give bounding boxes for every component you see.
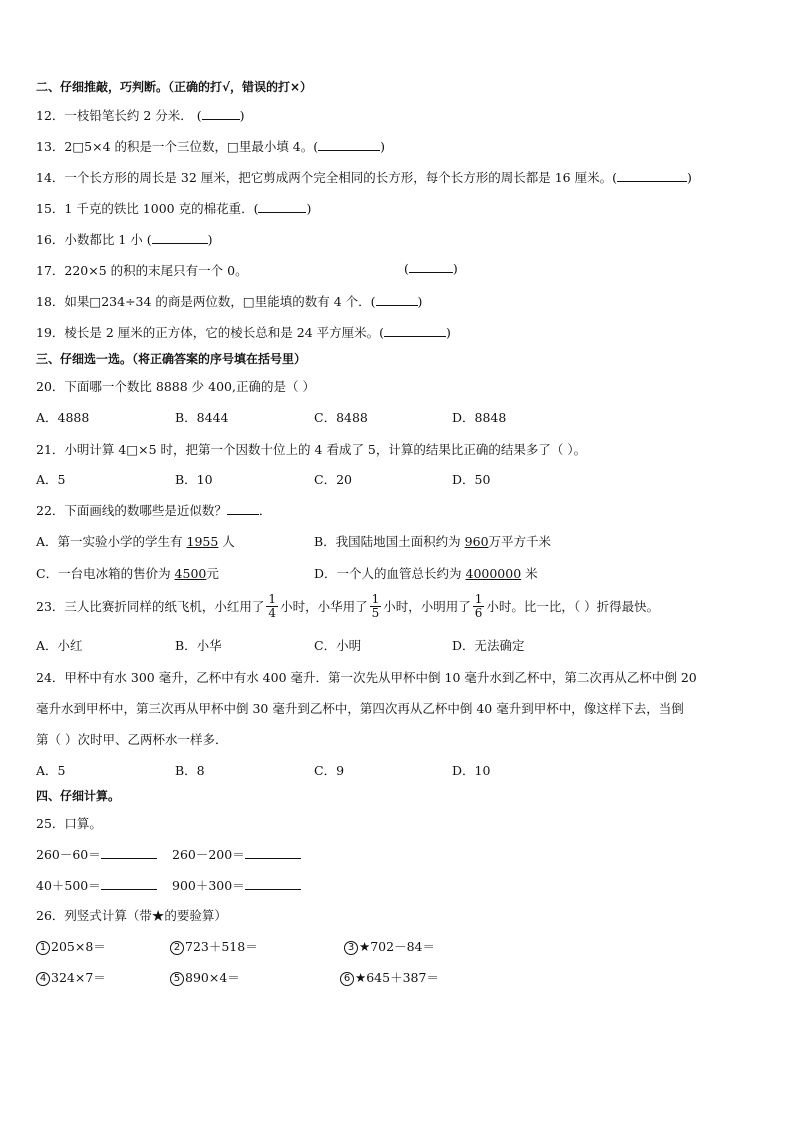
circled-number: 4: [36, 972, 50, 986]
calc-expression: 324×7＝: [51, 970, 106, 985]
q21-option-b[interactable]: B．10: [175, 472, 213, 487]
option-text: D．一个人的血管总长约为: [314, 566, 466, 581]
underlined-number: 4000000: [465, 566, 522, 581]
close-paren: ): [687, 170, 692, 185]
close-paren: ): [239, 108, 245, 123]
answer-blank[interactable]: [258, 201, 306, 213]
close-paren: ): [306, 201, 312, 216]
mental-calc-3: [36, 876, 157, 894]
question-21: 21．小明计算 4□×5 时，把第一个因数十位上的 4 看成了 5，计算的结果比正确的结果多了（ ）。: [36, 442, 587, 457]
answer-blank[interactable]: [152, 232, 208, 244]
numerator: 1: [474, 591, 483, 606]
option-text: 万平方千米: [488, 534, 552, 549]
answer-blank[interactable]: [101, 878, 157, 890]
mental-calc-1: [36, 845, 157, 863]
section-4-title: 四、仔细计算。: [36, 789, 121, 803]
question-18-text: 18．如果□234÷34 的商是两位数，□里能填的数有 4 个．(: [36, 294, 376, 309]
question-23-text: 23．三人比赛折同样的纸飞机，小红用了: [36, 599, 265, 614]
q20-option-d[interactable]: D．8848: [452, 410, 507, 425]
underlined-number: 960: [464, 534, 489, 549]
answer-blank[interactable]: [384, 325, 446, 337]
circled-number: 6: [340, 972, 354, 986]
question-17: [36, 261, 248, 279]
question-26: 26．列竖式计算（带★的要验算）: [36, 908, 227, 923]
question-15: [36, 199, 311, 217]
option-text: 元: [206, 566, 219, 581]
q21-option-d[interactable]: D．50: [452, 472, 491, 487]
section-2-title: 二、仔细推敲，巧判断。（正确的打√，错误的打×）: [36, 80, 313, 94]
answer-blank[interactable]: [376, 294, 418, 306]
option-text: B．我国陆地国土面积约为: [314, 534, 465, 549]
question-23: [36, 588, 659, 624]
q24-option-c[interactable]: C．9: [314, 763, 345, 778]
vertical-calc-3: [344, 937, 435, 955]
question-17-answer: ( ): [404, 261, 458, 276]
close-paren: ): [380, 139, 386, 154]
denominator: 6: [474, 605, 483, 620]
question-19: [36, 323, 451, 341]
question-13-text: 13．2□5×4 的积是一个三位数，□里最小填 4。(: [36, 139, 319, 154]
vertical-calc-5: [170, 968, 240, 986]
question-14: [36, 168, 692, 186]
answer-blank[interactable]: [409, 261, 453, 273]
close-paren: ): [417, 294, 423, 309]
answer-blank[interactable]: [202, 108, 240, 120]
vertical-calc-4: [36, 968, 106, 986]
calc-expression: 900＋300＝: [172, 878, 245, 893]
circled-number: 1: [36, 941, 50, 955]
question-14-text: 14．一个长方形的周长是 32 厘米，把它剪成两个完全相同的长方形，每个长方形的周长都是 16 厘米。(: [36, 170, 617, 185]
question-24-line-1: 24．甲杯中有水 300 毫升，乙杯中有水 400 毫升．第一次先从甲杯中倒 10 毫升水到乙杯中，第二次再从乙杯中倒 20: [36, 670, 697, 685]
q20-option-c[interactable]: C．8488: [314, 410, 368, 425]
vertical-calc-6: [340, 968, 439, 986]
question-23-text: 小时，小明用了: [383, 599, 471, 614]
numerator: 1: [371, 591, 380, 606]
question-22-text: 22．下面画线的数哪些是近似数？: [36, 503, 227, 518]
calc-expression: ★645＋387＝: [355, 970, 439, 985]
q24-option-d[interactable]: D．10: [452, 763, 491, 778]
q23-option-c[interactable]: C．小明: [314, 638, 362, 653]
question-22: [36, 501, 271, 519]
question-16-text: 16．小数都比 1 小 (: [36, 232, 152, 247]
question-15-text: 15．1 千克的铁比 1000 克的棉花重．(: [36, 201, 259, 216]
option-text: 人: [218, 534, 235, 549]
calc-expression: 40＋500＝: [36, 878, 101, 893]
q24-option-a[interactable]: A．5: [36, 763, 66, 778]
q21-option-c[interactable]: C．20: [314, 472, 352, 487]
fraction-one-quarter: [266, 593, 278, 620]
circled-number: 3: [344, 941, 358, 955]
question-13: [36, 137, 385, 155]
underlined-number: 4500: [174, 566, 207, 581]
calc-expression: 260－60＝: [36, 847, 101, 862]
numerator: 1: [268, 591, 277, 606]
q22-option-c[interactable]: [36, 564, 219, 582]
answer-blank[interactable]: [245, 847, 301, 859]
fraction-one-sixth: [473, 593, 485, 620]
period: ．: [258, 503, 272, 518]
calc-expression: ★702－84＝: [359, 939, 435, 954]
vertical-calc-1: [36, 937, 106, 955]
circled-number: 5: [170, 972, 184, 986]
answer-blank[interactable]: [245, 878, 301, 890]
calc-expression: 205×8＝: [51, 939, 106, 954]
question-24-line-2: 毫升水到甲杯中，第三次再从甲杯中倒 30 毫升到乙杯中，第四次再从乙杯中倒 40 毫升到甲杯中，像这样下去，当倒: [36, 701, 684, 716]
question-18: [36, 292, 422, 310]
question-17-text: 17．220×5 的积的末尾只有一个 0。: [36, 263, 248, 278]
answer-blank[interactable]: [617, 170, 687, 182]
mental-calc-2: [172, 845, 301, 863]
q23-option-a[interactable]: A．小红: [36, 638, 83, 653]
q20-option-b[interactable]: B．8444: [175, 410, 229, 425]
answer-blank[interactable]: [101, 847, 157, 859]
q22-option-d[interactable]: [314, 564, 538, 582]
q20-option-a[interactable]: A．4888: [36, 410, 90, 425]
question-16: [36, 230, 213, 248]
question-23-text: 小时，小华用了: [280, 599, 368, 614]
q21-option-a[interactable]: A．5: [36, 472, 66, 487]
vertical-calc-2: [170, 937, 258, 955]
close-paren: ): [452, 261, 458, 276]
q23-option-b[interactable]: B．小华: [175, 638, 222, 653]
option-text: 米: [521, 566, 538, 581]
section-3-title: 三、仔细选一选。（将正确答案的序号填在括号里）: [36, 352, 307, 366]
answer-blank[interactable]: [318, 139, 380, 151]
question-23-text: 小时。比一比，（ ）折得最快。: [486, 599, 660, 614]
circled-number: 2: [170, 941, 184, 955]
question-12: [36, 106, 245, 124]
fraction-one-fifth: [370, 593, 382, 620]
question-12-text: 12．一枝铅笔长约 2 分米． (: [36, 108, 202, 123]
question-25: 25．口算。: [36, 816, 102, 831]
close-paren: ): [207, 232, 213, 247]
q23-option-d[interactable]: D．无法确定: [452, 638, 525, 653]
calc-expression: 260－200＝: [172, 847, 245, 862]
q22-option-a[interactable]: [36, 532, 235, 550]
q24-option-b[interactable]: B．8: [175, 763, 205, 778]
question-19-text: 19．棱长是 2 厘米的正方体，它的棱长总和是 24 平方厘米。(: [36, 325, 385, 340]
option-text: A．第一实验小学的学生有: [36, 534, 187, 549]
denominator: 5: [371, 605, 380, 620]
q22-option-b[interactable]: [314, 532, 551, 550]
close-paren: ): [446, 325, 451, 340]
denominator: 4: [268, 605, 277, 620]
calc-expression: 723＋518＝: [185, 939, 258, 954]
underlined-number: 1955: [186, 534, 219, 549]
question-20: 20．下面哪一个数比 8888 少 400,正确的是（ ）: [36, 379, 315, 394]
calc-expression: 890×4＝: [185, 970, 240, 985]
question-24-line-3: 第（ ）次时甲、乙两杯水一样多．: [36, 732, 228, 747]
mental-calc-4: [172, 876, 301, 894]
answer-blank[interactable]: [227, 503, 259, 515]
option-text: C．一台电冰箱的售价为: [36, 566, 175, 581]
